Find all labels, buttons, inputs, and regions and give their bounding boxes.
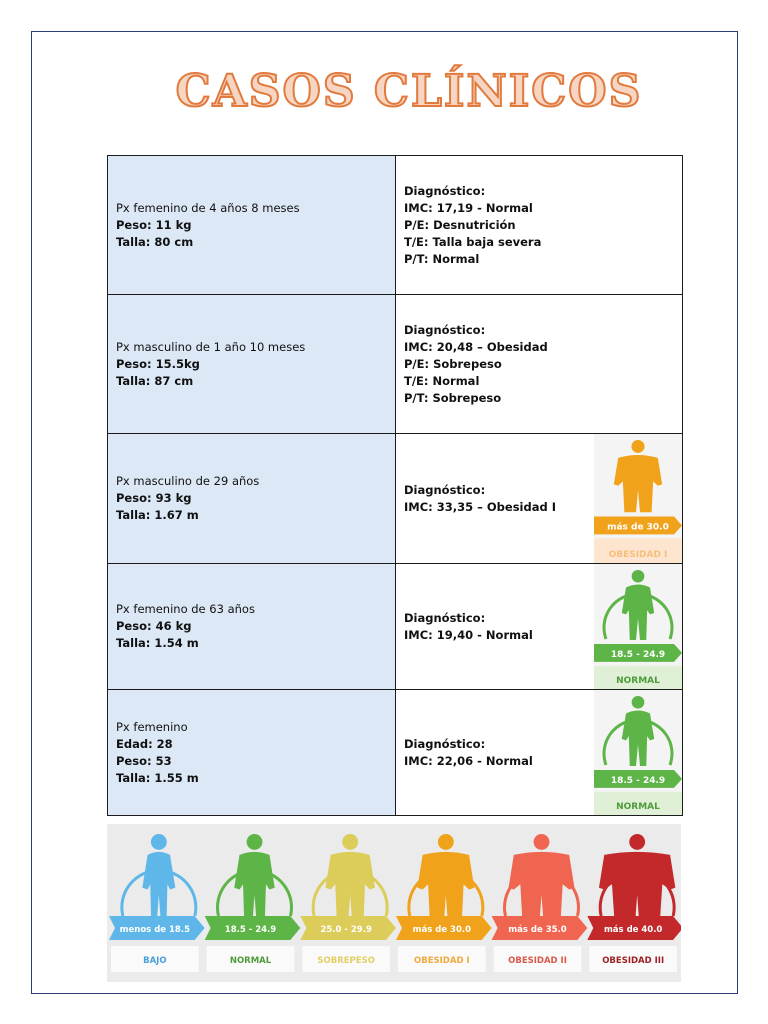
person-head bbox=[151, 834, 167, 850]
patient-measure: Talla: 87 cm bbox=[116, 373, 194, 388]
patient-measure: Peso: 15.5kg bbox=[116, 356, 200, 371]
bmi-scale-graphic bbox=[107, 824, 681, 982]
patient-description: Px femenino de 63 años bbox=[116, 602, 255, 616]
bmi-label-text: BAJO bbox=[143, 956, 167, 966]
diagnosis-heading: Diagnóstico: bbox=[404, 183, 486, 198]
patient-description: Px masculino de 1 año 10 meses bbox=[116, 339, 306, 354]
patient-cell bbox=[108, 434, 396, 564]
case-row bbox=[108, 690, 683, 816]
patient-measure: Peso: 93 kg bbox=[116, 491, 192, 505]
patient-description: Px femenino de 4 años 8 meses bbox=[116, 200, 300, 215]
person-body bbox=[599, 852, 675, 922]
bmi-category bbox=[109, 834, 205, 972]
person-head bbox=[247, 834, 263, 850]
bmi-indicator-graphic bbox=[594, 690, 682, 815]
diagnosis-item: P/T: Normal bbox=[404, 251, 480, 266]
patient-cell bbox=[108, 690, 396, 816]
diagnosis-cell bbox=[396, 295, 683, 434]
diagnosis-item: P/E: Sobrepeso bbox=[404, 356, 502, 371]
patient-description: Px masculino de 29 años bbox=[116, 474, 260, 488]
person-head bbox=[632, 696, 645, 709]
diagnosis-cell bbox=[396, 434, 683, 564]
diagnosis-item: IMC: 22,06 - Normal bbox=[404, 753, 533, 768]
bmi-label-text: OBESIDAD II bbox=[508, 956, 567, 966]
patient-measure: Talla: 1.55 m bbox=[116, 770, 199, 785]
diagnosis-heading: Diagnóstico: bbox=[404, 482, 486, 497]
bmi-indicator-graphic bbox=[594, 564, 682, 689]
person-body bbox=[417, 852, 474, 922]
bmi-category bbox=[205, 834, 301, 972]
patient-measure: Talla: 1.67 m bbox=[116, 508, 199, 522]
bmi-category bbox=[300, 834, 396, 972]
bmi-indicator bbox=[594, 690, 682, 815]
bmi-scale-panel bbox=[107, 824, 681, 982]
indicator-label-text: OBESIDAD I bbox=[608, 550, 668, 561]
patient-cell bbox=[108, 295, 396, 434]
person-head bbox=[632, 570, 645, 583]
cases-table bbox=[107, 155, 683, 816]
person-head bbox=[438, 834, 454, 850]
bmi-label-text: NORMAL bbox=[229, 956, 272, 966]
page-title: CASOS CLÍNICOS bbox=[175, 66, 643, 117]
diagnosis-heading: Diagnóstico: bbox=[404, 322, 486, 337]
diagnosis-item: IMC: 33,35 – Obesidad I bbox=[404, 499, 556, 514]
bmi-indicator bbox=[594, 434, 682, 563]
diagnosis-cell bbox=[396, 564, 683, 690]
patient-measure: Talla: 1.54 m bbox=[116, 636, 199, 650]
person-head bbox=[534, 834, 550, 850]
bmi-range-text: más de 40.0 bbox=[603, 925, 663, 935]
bmi-range-text: 18.5 - 24.9 bbox=[224, 925, 277, 935]
person-head bbox=[631, 440, 644, 453]
diagnosis-item: T/E: Normal bbox=[404, 373, 480, 388]
indicator-label-text: NORMAL bbox=[616, 676, 660, 687]
patient-measure: Peso: 53 bbox=[116, 753, 172, 768]
diagnosis-cell bbox=[396, 690, 683, 816]
diagnosis-item: P/T: Sobrepeso bbox=[404, 390, 502, 405]
bmi-indicator-graphic bbox=[594, 434, 682, 563]
diagnosis-item: T/E: Talla baja severa bbox=[404, 234, 542, 249]
diagnosis-item: IMC: 17,19 - Normal bbox=[404, 200, 533, 215]
patient-measure: Edad: 28 bbox=[116, 736, 173, 751]
patient-measure: Peso: 46 kg bbox=[116, 619, 192, 633]
case-row bbox=[108, 156, 683, 295]
indicator-range-text: más de 30.0 bbox=[607, 522, 669, 533]
bmi-label-text: OBESIDAD III bbox=[602, 956, 665, 966]
bmi-category bbox=[396, 834, 492, 972]
bmi-range-text: más de 30.0 bbox=[412, 925, 472, 935]
indicator-range-text: 18.5 - 24.9 bbox=[610, 775, 666, 786]
diagnosis-heading: Diagnóstico: bbox=[404, 610, 486, 625]
patient-measure: Peso: 11 kg bbox=[116, 217, 192, 232]
bmi-category bbox=[492, 834, 588, 972]
patient-measure: Talla: 80 cm bbox=[116, 234, 194, 249]
patient-cell bbox=[108, 156, 396, 295]
diagnosis-cell bbox=[396, 156, 683, 295]
bmi-range-text: 25.0 - 29.9 bbox=[320, 925, 372, 935]
patient-description: Px femenino bbox=[116, 719, 188, 734]
patient-cell bbox=[108, 564, 396, 690]
person-body bbox=[325, 852, 374, 922]
indicator-range-text: 18.5 - 24.9 bbox=[610, 649, 666, 660]
person-body bbox=[234, 852, 274, 922]
diagnosis-item: P/E: Desnutrición bbox=[404, 217, 516, 232]
person-head bbox=[342, 834, 358, 850]
case-row bbox=[108, 564, 683, 690]
person-body bbox=[509, 852, 575, 922]
bmi-label-text: SOBREPESO bbox=[317, 956, 375, 966]
diagnosis-item: IMC: 20,48 – Obesidad bbox=[404, 339, 548, 354]
diagnosis-heading: Diagnóstico: bbox=[404, 736, 486, 751]
indicator-label-text: NORMAL bbox=[616, 802, 660, 813]
person-body bbox=[142, 852, 175, 922]
bmi-range-text: menos de 18.5 bbox=[119, 925, 190, 935]
bmi-label-text: OBESIDAD I bbox=[414, 956, 470, 966]
case-row bbox=[108, 295, 683, 434]
case-row bbox=[108, 434, 683, 564]
bmi-indicator bbox=[594, 564, 682, 689]
bmi-category bbox=[587, 834, 681, 972]
diagnosis-item: IMC: 19,40 - Normal bbox=[404, 627, 533, 642]
bmi-range-text: más de 35.0 bbox=[508, 925, 567, 935]
person-head bbox=[629, 834, 645, 850]
